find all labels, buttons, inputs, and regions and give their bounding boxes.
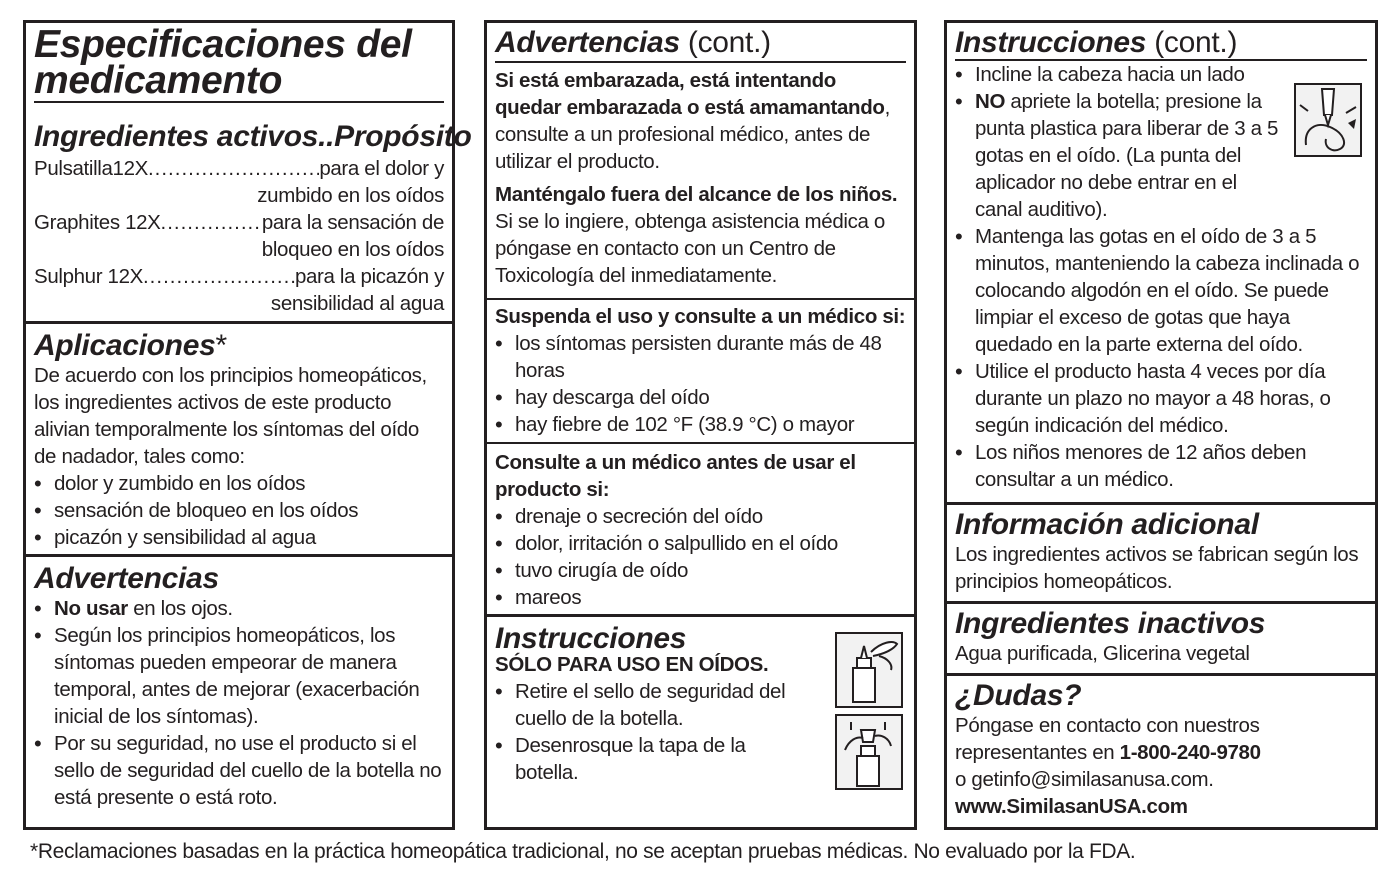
list-item: • Los niños menores de 12 años deben consultar a un médico.	[955, 439, 1367, 493]
spec-title-line1: Especificaciones del	[34, 23, 412, 66]
ingredient-purpose: para la sensación de	[261, 211, 444, 234]
ingredient-name: Graphites 12X	[34, 211, 161, 234]
ingredient-purpose-cont: bloqueo en los oídos	[261, 238, 444, 261]
ingredient-row-2	[34, 209, 444, 263]
directions-section	[487, 614, 914, 827]
directions-sub: SÓLO PARA USO EN OÍDOS.	[495, 653, 769, 676]
column-warnings-cont	[484, 20, 917, 830]
questions-email: o getinfo@similasanusa.com.	[955, 768, 1214, 791]
stop-use-list	[495, 330, 906, 438]
website-link: www.SimilasanUSA.com	[955, 795, 1188, 818]
list-item: • drenaje o secreción del oído	[495, 503, 906, 530]
stop-use-section	[487, 298, 914, 438]
spec-title-block	[26, 23, 452, 103]
directions-list	[495, 678, 810, 786]
list-item: • Mantenga las gotas en el oído de 3 a 5 minutos, manteniendo la cabeza inclinada o colocando algodón en el oído. Se puede limpiar el exceso de gotas que haya quedado en la parte externa del oído.	[955, 223, 1367, 358]
unscrew-cap-icon	[835, 714, 903, 790]
list-item: • dolor, irritación o salpullido en el oído	[495, 530, 906, 557]
uses-section	[26, 321, 452, 551]
list-item: • Incline la cabeza hacia un lado	[955, 61, 1367, 88]
list-item: • Retire el sello de seguridad del cuello de la botella.	[495, 678, 810, 732]
ingredient-purpose: para la picazón y	[294, 265, 444, 288]
ingredient-name: Pulsatilla12X	[34, 157, 148, 180]
other-info-text: Los ingredientes activos se fabrican según los principios homeopáticos.	[955, 543, 1359, 593]
footer-disclaimer: *Reclamaciones basadas en la práctica homeopática tradicional, no se aceptan pruebas médicas. No evaluado por la FDA.	[30, 840, 1136, 863]
pregnancy-warning	[495, 67, 906, 175]
ask-doctor-section	[487, 442, 914, 611]
column-specifications	[23, 20, 472, 830]
warn-bold: No usar	[54, 597, 128, 620]
questions-text-1: Póngase en contacto con nuestros representantes en	[955, 714, 1260, 764]
list-item	[34, 595, 444, 622]
ingredient-purpose-cont: sensibilidad al agua	[270, 292, 444, 315]
preg-bold: Si está embarazada, está intentando quedar embarazada o está amamantando	[495, 69, 885, 119]
warnings-heading: Advertencias	[34, 562, 219, 595]
active-ingredients-heading	[34, 120, 472, 153]
cont-label: (cont.)	[1154, 26, 1238, 59]
ear-drop-application-icon	[1294, 83, 1362, 157]
warnings-cont-section	[487, 27, 914, 289]
preg-rest: , consulte a un profesional médico, antes de utilizar el producto.	[495, 96, 890, 173]
phone-number: 1-800-240-9780	[1119, 741, 1261, 764]
list-item: • los síntomas persisten durante más de 48 horas	[495, 330, 906, 384]
other-info-heading: Información adicional	[955, 508, 1259, 541]
ask-doctor-list	[495, 503, 906, 611]
ingredient-row-1	[34, 155, 444, 209]
warnings-cont-heading	[495, 27, 906, 63]
list-item: • dolor y zumbido en los oídos	[34, 470, 444, 497]
questions-heading: ¿Dudas?	[955, 679, 1082, 712]
uses-list	[34, 470, 444, 551]
list-item: • Utilice el producto hasta 4 veces por día durante un plazo no mayor a 48 horas, o según indicación del médico.	[955, 358, 1367, 439]
active-ingredients-section	[26, 120, 472, 317]
warnings-section	[26, 554, 452, 811]
directions-cont-section	[947, 27, 1375, 493]
uses-heading-text: Aplicaciones	[34, 329, 216, 362]
ingredient-purpose-cont: zumbido en los oídos	[257, 184, 444, 207]
item2-rest: apriete la botella; presione la punta plastica para liberar de 3 a 5 gotas en el oído. (La punta del aplicador no debe entrar en el canal auditivo).	[975, 90, 1279, 221]
inactive-ingredients-section	[947, 601, 1375, 667]
questions-section	[947, 673, 1375, 820]
list-item: • hay descarga del oído	[495, 384, 906, 411]
list-item: • mareos	[495, 584, 906, 611]
ask-doctor-heading: Consulte a un médico antes de usar el producto si:	[495, 451, 856, 501]
ingredient-name: Sulphur 12X	[34, 265, 143, 288]
warnings-list	[34, 595, 444, 811]
column-directions-cont	[944, 20, 1378, 830]
ingredient-purpose: para el dolor y	[319, 157, 444, 180]
no-bold: NO	[975, 90, 1006, 113]
uses-text: De acuerdo con los principios homeopáticos, los ingredientes activos de este producto alivian temporalmente los síntomas del oído de nadador, tales como:	[34, 364, 427, 468]
warn-rest: en los ojos.	[127, 597, 233, 620]
heading-text: Instrucciones	[955, 26, 1147, 59]
keep-rest: Si se lo ingiere, obtenga asistencia médica o póngase en contacto con un Centro de Toxicología del inmediatamente.	[495, 210, 885, 287]
keep-away-warning	[495, 181, 906, 289]
stop-use-heading: Suspenda el uso y consulte a un médico si:	[495, 305, 906, 328]
heading-text: Advertencias	[495, 26, 680, 59]
spec-title-line2: medicamento	[34, 63, 444, 103]
directions-heading: Instrucciones	[495, 622, 687, 655]
active-heading-left: Ingredientes activos..	[34, 120, 335, 153]
list-item: • Por su seguridad, no use el producto si el sello de seguridad del cuello de la botella no está presente o está roto.	[34, 730, 444, 811]
questions-text	[955, 712, 1367, 766]
ingredient-row-3	[34, 263, 444, 317]
other-info-section	[947, 502, 1375, 595]
remove-seal-icon	[835, 632, 903, 708]
inactive-ingredients-heading: Ingredientes inactivos	[955, 607, 1266, 640]
uses-asterisk: *	[215, 329, 227, 362]
list-item: • Desenrosque la tapa de la botella.	[495, 732, 810, 786]
list-item: • hay fiebre de 102 °F (38.9 °C) o mayor	[495, 411, 906, 438]
list-item	[955, 88, 1285, 223]
list-item: • sensación de bloqueo en los oídos	[34, 497, 444, 524]
list-item: • Según los principios homeopáticos, los síntomas pueden empeorar de manera temporal, antes de mejorar (exacerbación inicial de los síntomas).	[34, 622, 444, 730]
list-item: • tuvo cirugía de oído	[495, 557, 906, 584]
cont-label: (cont.)	[687, 26, 771, 59]
inactive-ingredients-text: Agua purificada, Glicerina vegetal	[955, 642, 1250, 665]
keep-bold: Manténgalo fuera del alcance de los niños.	[495, 183, 898, 206]
list-item: • picazón y sensibilidad al agua	[34, 524, 444, 551]
directions-cont-heading	[955, 27, 1367, 61]
purpose-heading: Propósito	[334, 120, 472, 153]
uses-heading	[34, 330, 444, 362]
